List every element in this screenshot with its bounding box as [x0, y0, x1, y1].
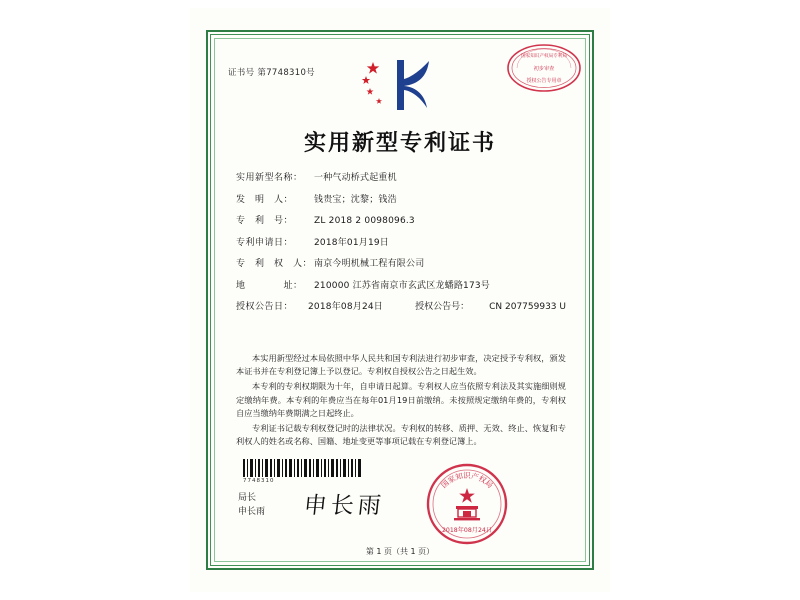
legal-body-text: [236, 352, 566, 450]
field-value: 一种气动桥式起重机: [314, 173, 397, 183]
field-list: [236, 172, 566, 323]
seal-date: 2018年08月24日: [441, 527, 493, 534]
legal-paragraph: 本实用新型经过本局依照中华人民共和国专利法进行初步审查，决定授予专利权，颁发本证书并在专利登记簿上予以登记。专利权自授权公告之日起生效。: [236, 353, 566, 377]
svg-text:授权公告专用章: 授权公告专用章: [526, 78, 562, 84]
patent-office-logo-icon: [357, 56, 443, 114]
field-row: [236, 280, 566, 292]
signature-label: [238, 491, 265, 519]
field-label: 专利申请日：: [236, 237, 294, 248]
grant-date-label: 授权公告日：: [236, 302, 294, 312]
field-value: 210000 江苏省南京市玄武区龙蟠路173号: [314, 280, 490, 291]
legal-paragraph: 专利证书记载专利权登记时的法律状况。专利权的转移、质押、无效、终止、恢复和专利权人的姓名或名称、国籍、地址变更等事项记载在专利登记簿上。: [236, 423, 566, 447]
official-seal-icon: [425, 462, 509, 546]
grant-publication-value: CN 207759933 U: [489, 302, 566, 312]
field-value: 南京今明机械工程有限公司: [314, 259, 425, 269]
field-row: [236, 258, 566, 270]
page-footer: 第 1 页（共 1 页）: [365, 547, 435, 556]
field-row: [236, 215, 566, 227]
grant-publication-label: 授权公告号：: [415, 302, 470, 312]
grant-row: [236, 301, 566, 313]
barcode-number: 7748310: [243, 478, 275, 484]
field-row: [236, 172, 566, 184]
field-row: [236, 194, 566, 206]
barcode: [243, 459, 363, 477]
director-title: 局长: [238, 493, 257, 503]
handwritten-signature: 申长雨: [302, 493, 387, 519]
field-label: 地 址：: [236, 280, 303, 291]
field-value: 2018年01月19日: [314, 237, 390, 248]
svg-text:国家知识产权局: 国家知识产权局: [439, 471, 495, 490]
grant-date-value: 2018年08月24日: [308, 302, 384, 312]
director-name: 申长雨: [238, 507, 266, 517]
certificate-number: 证书号 第7748310号: [228, 68, 315, 78]
approval-stamp-icon: [505, 42, 583, 94]
legal-paragraph: 本专利的专利权期限为十年，自申请日起算。专利权人应当依照专利法及其实施细则规定缴纳年费。本专利的年费应当在每年01月19日前缴纳。未按照规定缴纳年费的，专利权自应当缴纳年费期满之日起终止。: [236, 381, 566, 418]
field-label: 发 明 人：: [236, 194, 294, 205]
field-value: 钱贵宝；沈黎；钱浩: [314, 194, 397, 205]
svg-text:国家知识产权局专利局: 国家知识产权局专利局: [521, 54, 567, 59]
field-label: 专 利 权 人：: [236, 259, 313, 269]
field-label: 专 利 号：: [236, 216, 294, 226]
field-label: 实用新型名称：: [236, 173, 303, 183]
page-title: 实用新型专利证书: [303, 131, 496, 156]
field-value: ZL 2018 2 0098096.3: [314, 216, 415, 226]
field-row: [236, 237, 566, 249]
svg-text:初步审查: 初步审查: [533, 66, 555, 72]
